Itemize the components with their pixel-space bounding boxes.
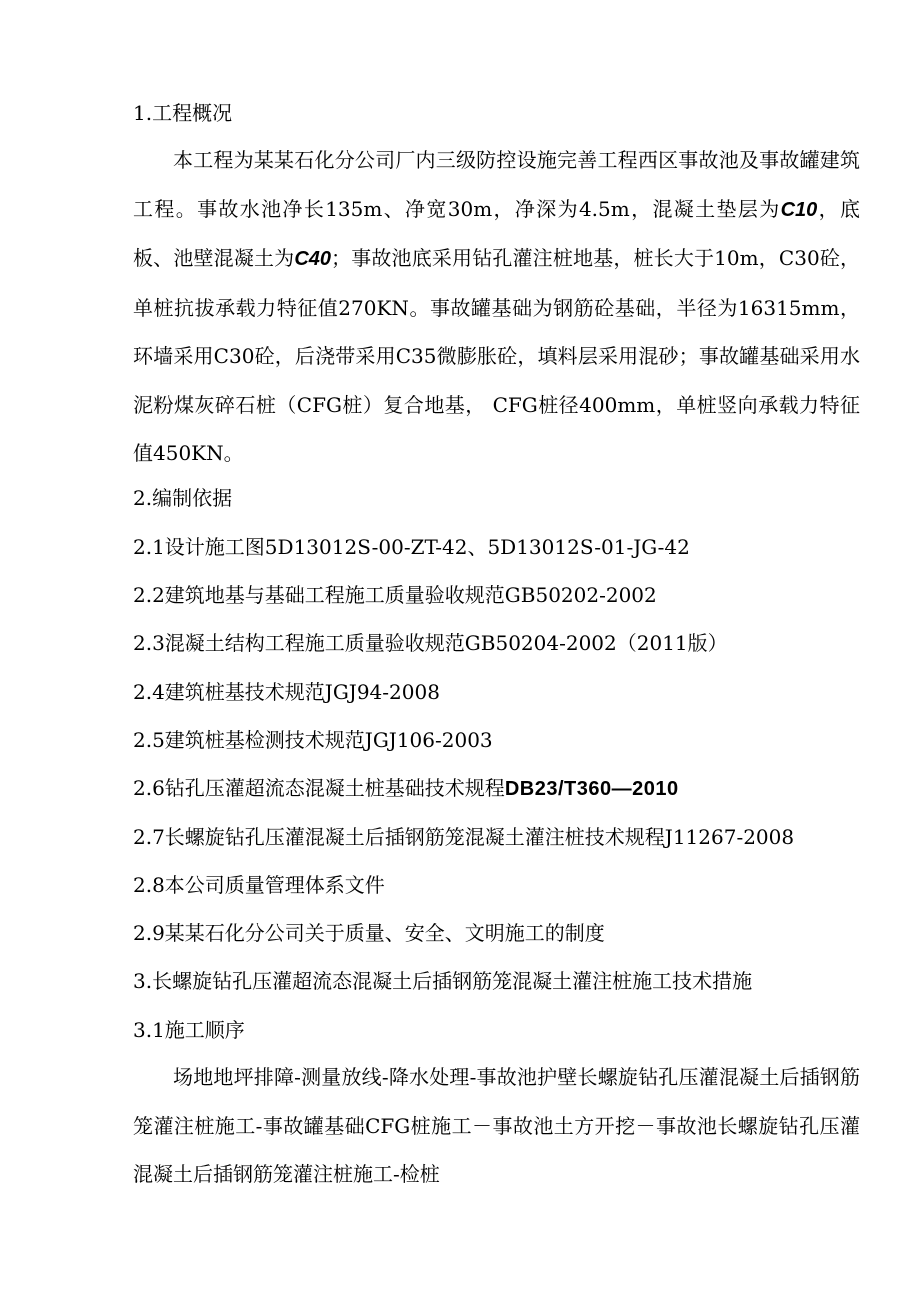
basis-item-2-4: 2.4建筑桩基技术规范JGJ94-2008 [133,680,440,704]
section-3-heading: 3.长螺旋钻孔压灌超流态混凝土后插钢筋笼混凝土灌注桩施工技术措施 [133,969,753,993]
basis-item-2-3: 2.3混凝土结构工程施工质量验收规范GB50204-2002（2011版） [133,631,728,655]
basis-item-2-6-title: 2.6钻孔压灌超流态混凝土桩基础技术规程 [133,776,505,800]
para-text-3: ；事故池底采用钻孔灌注桩地基，桩长大于10m，C30砼，单桩抗拔承载力特征值270KN。事故罐基础为钢筋砼基础，半径为16315mm，环墙采用C30砼，后浇带采用C35微膨胀砼，填料层采用混砂；事故罐基础采用水泥粉煤灰碎石桩（CFG桩）复合地基， CFG桩径400mm，单桩竖向承载力特征值450KN。 [133,246,860,465]
section-1-paragraph [133,136,860,478]
grade-c10: C10 [780,198,818,221]
basis-item-2-5: 2.5建筑桩基检测技术规范JGJ106-2003 [133,728,493,752]
basis-item-2-1: 2.1设计施工图5D13012S-00-ZT-42、5D13012S-01-JG-42 [133,535,690,559]
grade-c40: C40 [294,248,332,270]
basis-item-2-6 [133,776,679,801]
para-text-2: ，底板、池壁混凝土为 [133,196,861,270]
basis-item-2-2: 2.2建筑地基与基础工程施工质量验收规范GB50202-2002 [133,583,657,607]
basis-item-2-9: 2.9某某石化分公司关于质量、安全、文明施工的制度 [133,921,605,945]
section-1-heading: 1.工程概况 [133,101,233,125]
section-3-1-paragraph: 场地地坪排障-测量放线-降水处理-事故池护壁长螺旋钻孔压灌混凝土后插钢筋笼灌注桩施工-事故罐基础CFG桩施工－事故池土方开挖－事故池长螺旋钻孔压灌混凝土后插钢筋笼灌注桩施工-检桩 [133,1065,860,1186]
section-2-heading: 2.编制依据 [133,486,233,510]
basis-item-2-8: 2.8本公司质量管理体系文件 [133,873,385,897]
basis-item-2-6-code: DB23/T360—2010 [504,778,679,800]
section-3-1-heading: 3.1施工顺序 [133,1018,245,1042]
para-text-1: 本工程为某某石化分公司厂内三级防控设施完善工程西区事故池及事故罐建筑工程。事故水池净长135m、净宽30m，净深为4.5m，混凝土垫层为 [133,148,860,221]
basis-item-2-7: 2.7长螺旋钻孔压灌混凝土后插钢筋笼混凝土灌注桩技术规程J11267-2008 [133,825,795,849]
